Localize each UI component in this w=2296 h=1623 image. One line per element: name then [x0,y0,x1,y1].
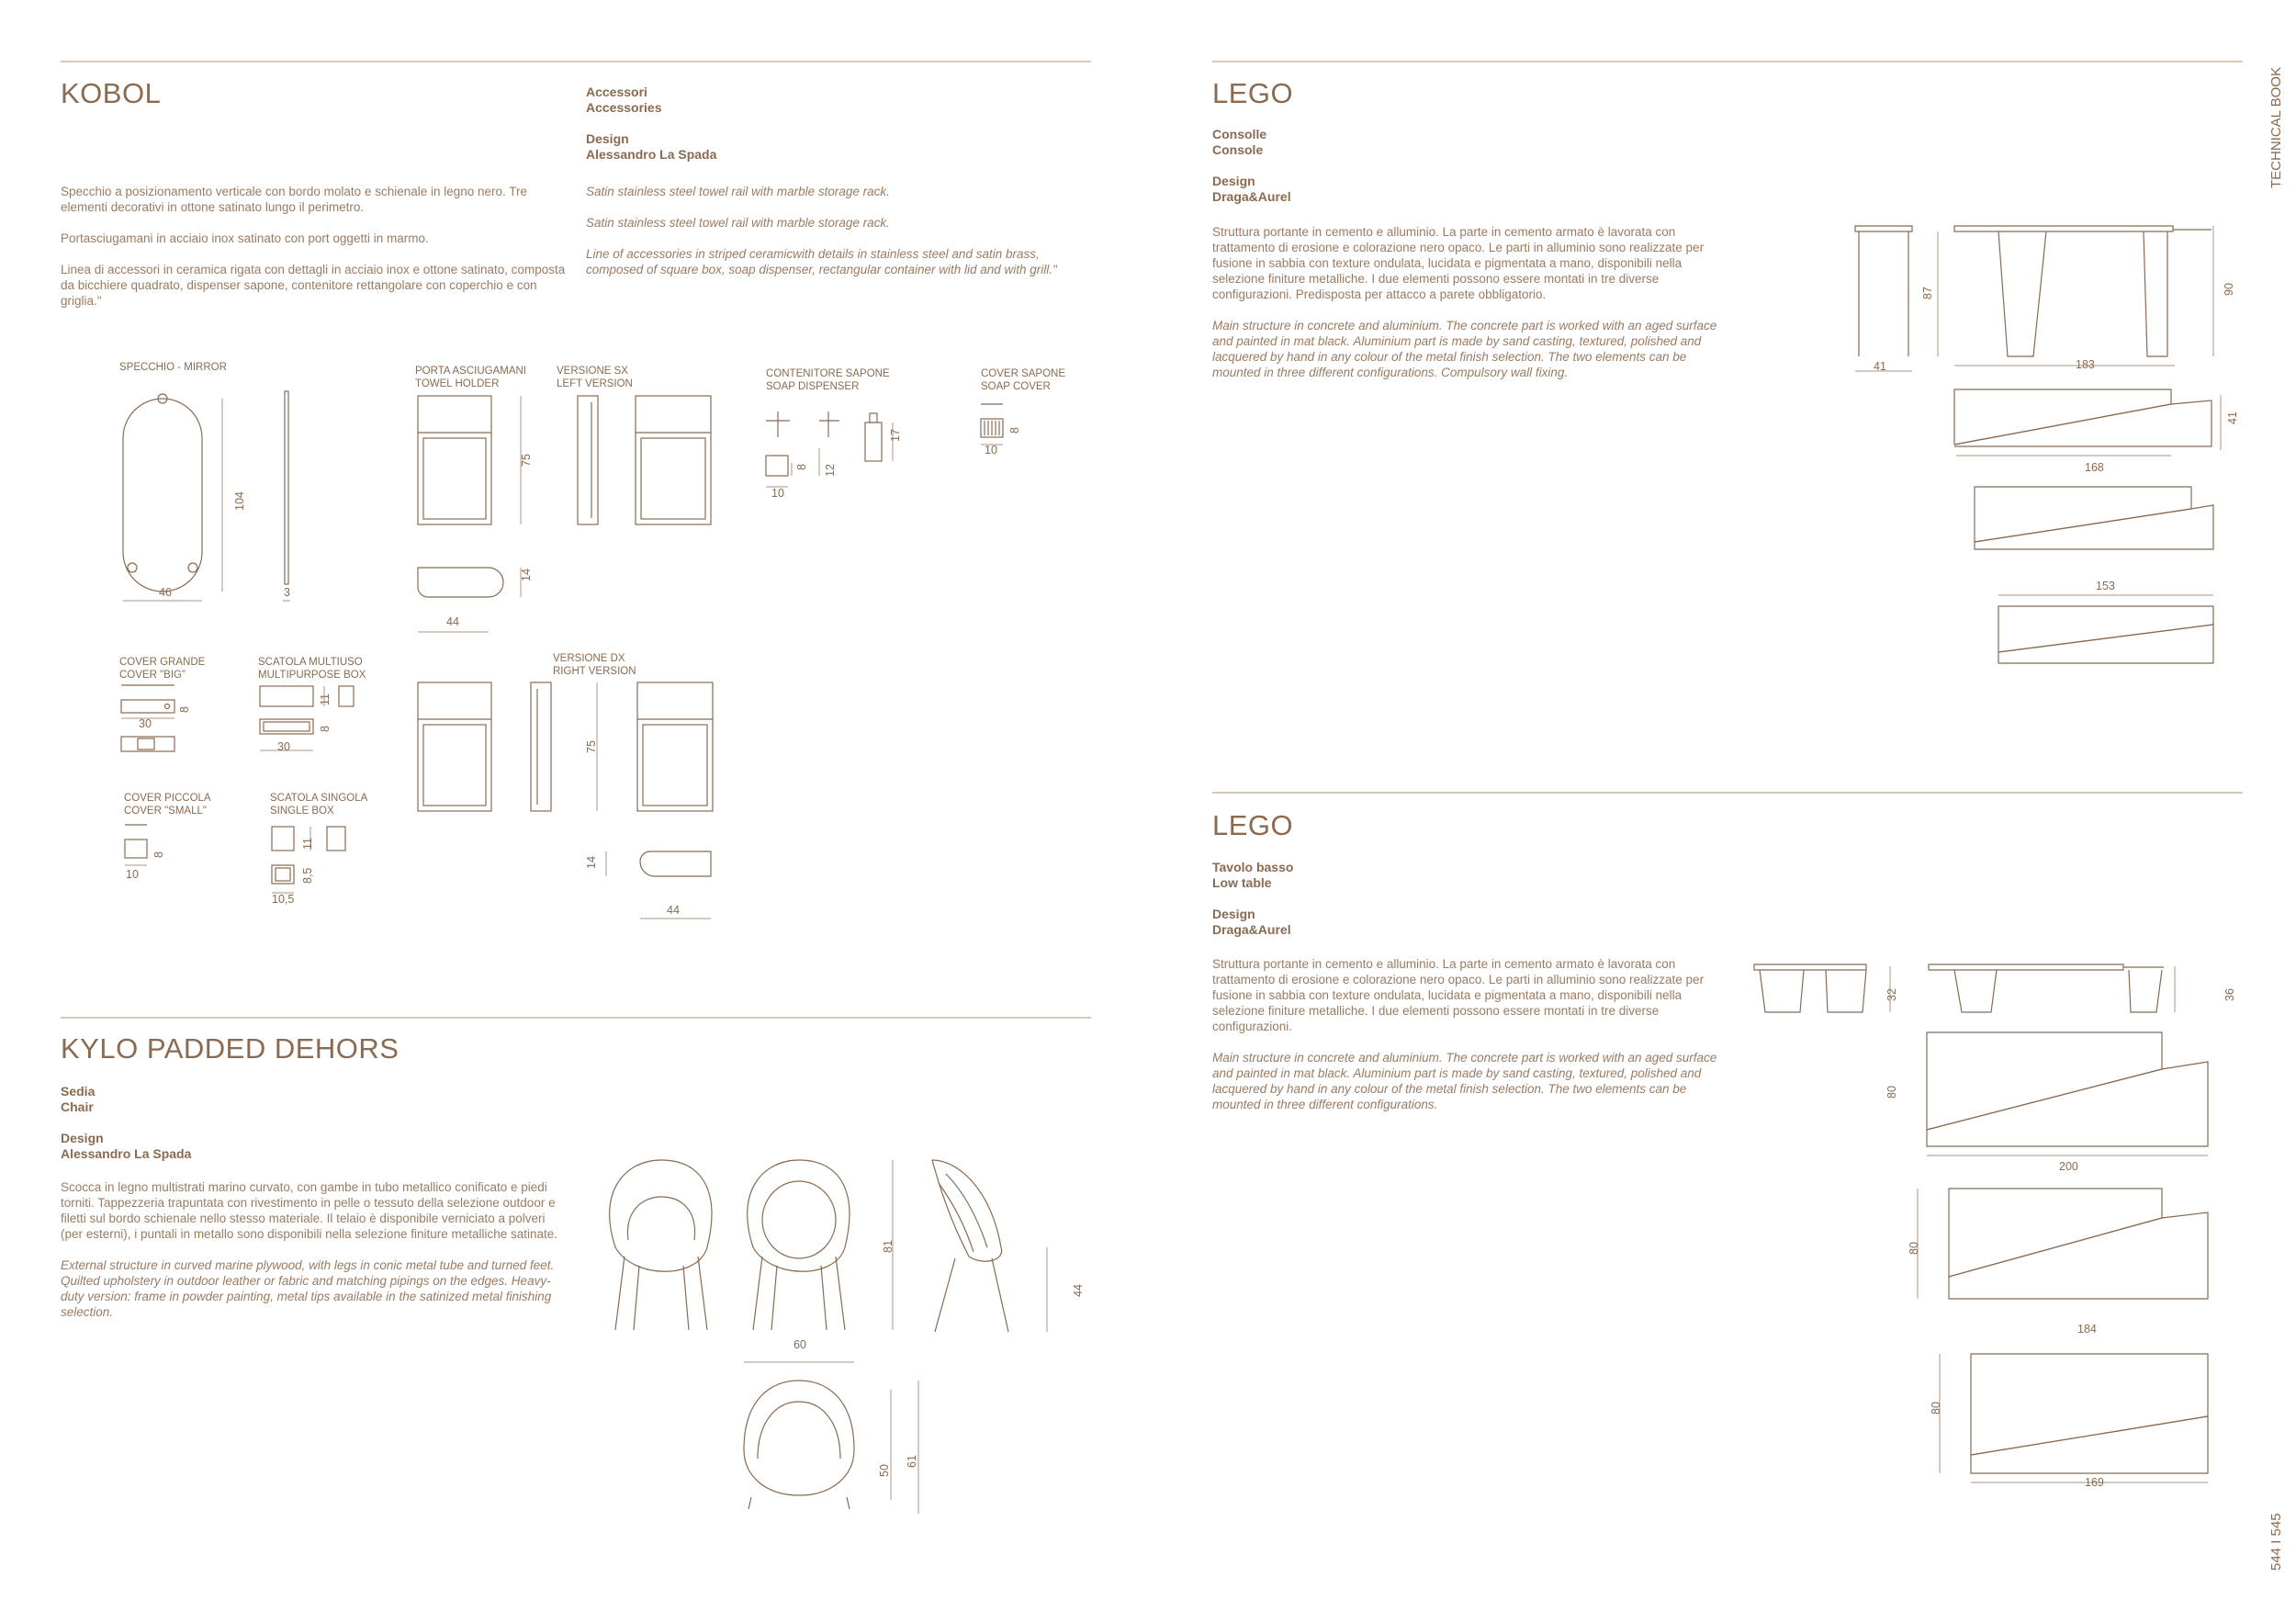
dx-caption-it: VERSIONE DX [553,653,625,664]
small-8: 8 [152,851,165,858]
kobol-text-it [61,184,570,324]
kylo-category-en: Chair [61,1099,94,1114]
kobol-en-p2: Satin stainless steel towel rail with marble storage rack. [586,216,890,230]
dx-w: 44 [667,904,680,917]
kobol-en-p3: Line of accessories in striped ceramicwith details in stainless steel and satin brass, composed of square box, soap dispenser, rectangular container with lid and with grill." [586,247,1057,276]
kylo-text [61,1179,570,1336]
kobol-design-label: Design [586,131,629,146]
towel-caption-en: TOWEL HOLDER [415,378,500,389]
lego-table-category-it: Tavolo basso [1212,860,1294,874]
mirror-d: 3 [284,586,290,599]
big-30: 30 [139,717,152,730]
kobol-it-p1: Specchio a posizionamento verticale con bordo molato e schienale in legno nero. Tre elementi decorativi in ottone satinato lungo il perimetro. [61,185,528,214]
lego-table-title: LEGO [1212,809,1294,841]
lego-table-design-label: Design [1212,907,1255,921]
lego-console-h2: 90 [2223,283,2235,296]
lego-table-text [1212,956,1722,1128]
lego-table-d1: 80 [1885,1086,1898,1099]
cover-caption-en: SOAP COVER [981,381,1051,392]
lego-console-title: LEGO [1212,77,1294,109]
mirror-caption: SPECCHIO - MIRROR [119,362,227,373]
soap-caption-it: CONTENITORE SAPONE [766,368,890,379]
multi-8: 8 [319,726,332,732]
lego-console-category-en: Console [1212,142,1264,157]
cover-8: 8 [1008,427,1021,434]
single-caption [270,792,367,817]
lego-table-h1: 32 [1885,988,1898,1001]
lego-table-it-p: Struttura portante in cemento e alluminio. La parte in cemento armato è lavorata con trattamento di erosione e colorazione nero opaco. Le parti in alluminio sono realizzate per fusione in sabbia con texture ondulata, lucidata e pigmentata a mano, disponibili nella selezione finiture metalliche. I due elementi possono essere montati in tre diverse configurazioni. [1212,957,1705,1033]
kylo-en-p: External structure in curved marine plywood, with legs in conic metal tube and turned feet. Quilted upholstery in outdoor leather or fabric and matching pipings on the edges. Heavy-duty version: frame in powder painting, metal tips available in the satinized metal finishing selection. [61,1258,555,1319]
single-11: 11 [301,838,314,850]
kobol-category-en: Accessories [586,100,662,115]
kobol-text-en [586,184,1096,293]
single-105: 10,5 [272,893,295,906]
dx-caption [553,652,636,678]
mirror-drawing [119,386,321,606]
kylo-title: KYLO PADDED DEHORS [61,1032,400,1065]
single-caption-en: SINGLE BOX [270,806,334,817]
soap-drawing [764,404,920,505]
lego-console-h: 87 [1921,287,1934,299]
multi-11: 11 [319,693,332,705]
kylo-d2: 61 [906,1455,918,1468]
big-caption [119,656,205,682]
dx-h: 75 [585,740,598,753]
towel-caption [415,365,526,390]
lego-table-w1: 200 [2059,1160,2078,1173]
towel-h: 75 [520,454,533,467]
lego-table-category [1212,860,1293,938]
lego-table-d3: 80 [1930,1402,1942,1414]
kylo-category-it: Sedia [61,1084,96,1099]
lego-console-w3: 153 [2096,580,2115,592]
sx-caption-en: LEFT VERSION [557,378,633,389]
lego-console-text [1212,224,1722,396]
dx-caption-en: RIGHT VERSION [553,666,636,677]
kobol-en-p1: Satin stainless steel towel rail with marble storage rack. [586,185,890,198]
side-book-label: TECHNICAL BOOK [2268,67,2284,188]
multi-caption-en: MULTIPURPOSE BOX [258,670,366,681]
lego-console-designer: Draga&Aurel [1212,189,1291,204]
kylo-category [61,1084,191,1162]
top-rule-left [61,61,1091,62]
lego-console-category-it: Consolle [1212,127,1267,141]
single-drawing [270,825,371,898]
lego-table-category-en: Low table [1212,875,1272,890]
dx-t: 14 [585,856,598,869]
sx-caption-it: VERSIONE SX [557,366,628,377]
mirror-w: 46 [159,586,172,599]
lego-console-drawing [1853,220,2239,671]
kylo-rule [61,1017,1091,1019]
multi-caption-it: SCATOLA MULTIUSO [258,657,363,668]
multi-30: 30 [277,740,290,753]
towel-w: 44 [446,615,459,628]
soap-17: 17 [889,429,902,442]
kylo-it-p: Scocca in legno multistrati marino curvato, con gambe in tubo metallico conificato e piedi torniti. Tappezzeria trapuntata con rivestimento in pelle o tessuto della selezione outdoor e filetti sul bordo schienale nello stesso materiale. Il telaio è disponibile verniciato a polveri (per esterni), i puntali in metallo sono disponibili nella selezione finiture metalliche satinate. [61,1180,558,1241]
big-drawing [119,682,193,755]
soap-12: 12 [824,464,837,477]
cover-caption [981,367,1065,393]
kobol-it-p2: Portasciugamani in acciaio inox satinato con port oggetti in marmo. [61,231,429,245]
mirror-h: 104 [233,491,246,511]
kylo-d1: 50 [878,1464,891,1477]
lego-console-w: 183 [2076,358,2095,371]
towel-caption-it: PORTA ASCIUGAMANI [415,366,526,377]
soap-caption-en: SOAP DISPENSER [766,381,860,392]
soap-10: 10 [771,487,784,500]
soap-8: 8 [795,464,808,470]
kylo-chair-drawing [597,1155,1093,1532]
kylo-h: 81 [882,1240,895,1253]
lego-console-en-p: Main structure in concrete and aluminium. The concrete part is worked with an aged surface and painted in mat black. Aluminium part is made by sand casting, textured, polished and lacquered by hand in any colour of the metal finish selection. The two elements can be mounted in three different configurations. Compulsory wall fixing. [1212,319,1717,379]
multi-drawing [258,684,368,758]
lego-table-h2: 36 [2223,988,2236,1001]
kylo-seat: 44 [1072,1284,1085,1297]
kylo-design-label: Design [61,1131,104,1145]
kobol-it-p3: Linea di accessori in ceramica rigata con dettagli in acciaio inox e ottone satinato, composta da bicchiere quadrato, dispenser sapone, contenitore rettangolare con coperchio e con griglia." [61,263,566,308]
lego-table-drawing [1752,959,2239,1528]
small-caption-it: COVER PICCOLA [124,793,211,804]
kylo-w: 60 [793,1338,806,1351]
kobol-category [586,85,716,163]
cover-caption-it: COVER SAPONE [981,368,1066,379]
small-10: 10 [126,868,139,881]
towel-sx-drawing [415,393,718,641]
lego-console-d: 41 [1874,360,1886,373]
big-caption-en: COVER "BIG" [119,670,186,681]
small-caption [124,792,211,817]
cover-10: 10 [985,444,997,456]
page-numbers: 544 I 545 [2268,1513,2284,1571]
lego-console-w2: 168 [2085,461,2104,474]
single-caption-it: SCATOLA SINGOLA [270,793,368,804]
multi-caption [258,656,366,682]
lego-console-category [1212,127,1291,205]
sx-caption [557,365,633,390]
lego-table-designer: Draga&Aurel [1212,922,1291,937]
kobol-category-it: Accessori [586,85,647,99]
kobol-title: KOBOL [61,77,162,109]
kylo-designer: Alessandro La Spada [61,1146,192,1161]
soap-caption [766,367,890,393]
kobol-designer: Alessandro La Spada [586,147,717,162]
single-85: 8,5 [301,867,314,884]
lego-console-d2: 41 [2226,411,2239,424]
lego-table-en-p: Main structure in concrete and aluminium. The concrete part is worked with an aged surface and painted in mat black. Aluminium part is made by sand casting, textured, polished and lacquered by hand in any colour of the metal finish selection. The two elements can be mounted in three different configurations. [1212,1051,1717,1111]
towel-t: 14 [520,569,533,581]
big-caption-it: COVER GRANDE [119,657,206,668]
lego-table-d2: 80 [1908,1242,1920,1255]
lego-table-w3: 169 [2085,1476,2104,1489]
towel-dx-drawing [415,680,727,928]
lego-console-design-label: Design [1212,174,1255,188]
top-rule-right [1212,61,2243,62]
lego-table-w2: 184 [2077,1323,2097,1336]
small-caption-en: COVER "SMALL" [124,806,207,817]
lego-table-rule [1212,792,2243,794]
big-8: 8 [178,706,191,713]
lego-console-it-p: Struttura portante in cemento e alluminio. La parte in cemento armato è lavorata con trattamento di erosione e colorazione nero opaco. Le parti in alluminio sono realizzate per fusione in sabbia con texture ondulata, lucidata e pigmentata a mano, disponibili nella selezione finiture metalliche. I due elementi possono essere montati in tre diverse configurazioni. Predisposta per attacco a parete obbligatorio. [1212,225,1705,301]
